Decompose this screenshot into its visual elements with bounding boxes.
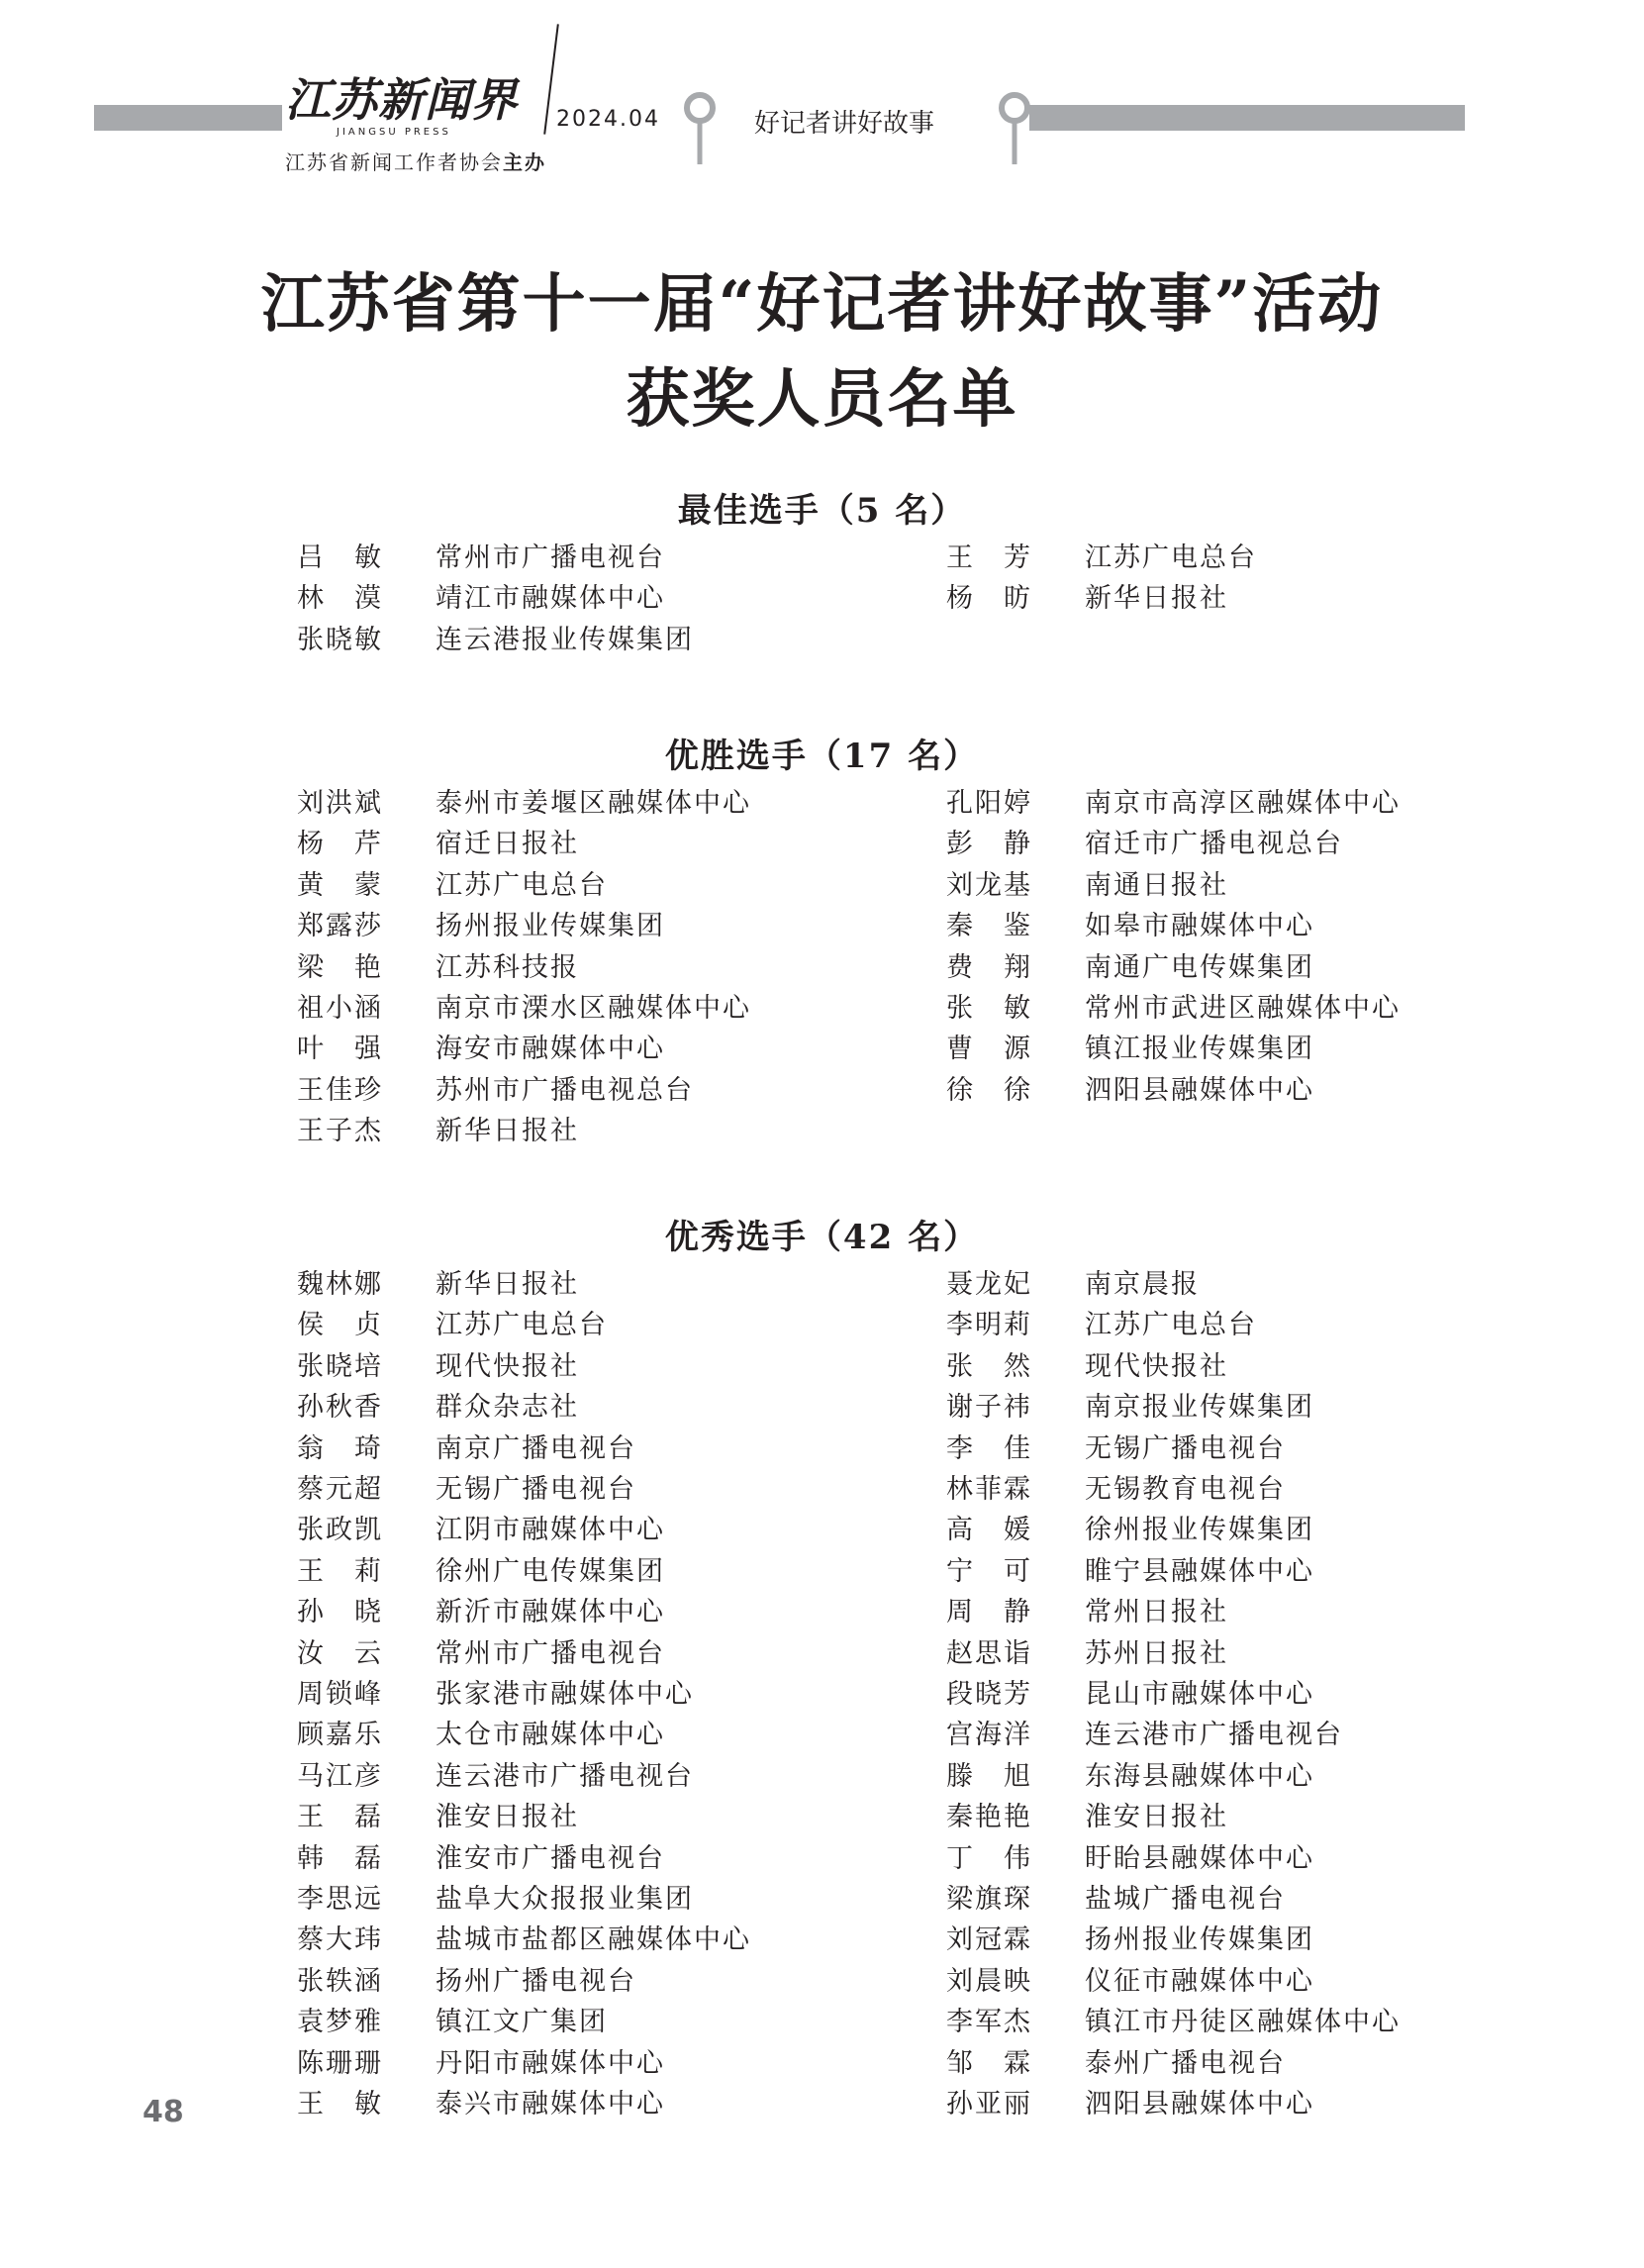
list-row xyxy=(0,579,1644,619)
list-row xyxy=(0,1798,1644,1837)
awardee-name: 魏林娜 xyxy=(297,1269,383,1300)
list-row xyxy=(0,1030,1644,1069)
section-heading: 最佳选手（5 名） xyxy=(677,491,967,531)
awardee-organization: 群众杂志社 xyxy=(435,1392,579,1424)
awardee-organization: 南京报业传媒集团 xyxy=(1085,1392,1314,1424)
list-row xyxy=(0,2044,1644,2084)
awardee-organization: 淮安市广播电视台 xyxy=(435,1842,665,1874)
awardee-organization: 扬州广播电视台 xyxy=(435,1965,636,1997)
awardee-name: 丁 伟 xyxy=(946,1842,1032,1874)
awardee-organization: 新华日报社 xyxy=(435,1269,579,1300)
awardee-name: 林 漠 xyxy=(297,583,383,615)
awardee-name: 祖小涵 xyxy=(297,993,383,1024)
awardee-name: 秦艳艳 xyxy=(946,1802,1032,1833)
awardee-organization: 南京广播电视台 xyxy=(435,1432,636,1464)
awardee-name: 侯 贞 xyxy=(297,1310,383,1341)
magazine-logo: 江苏新闻界 xyxy=(285,73,518,127)
list-row xyxy=(0,1757,1644,1797)
awardee-name: 王子杰 xyxy=(297,1116,383,1147)
list-row xyxy=(0,1716,1644,1755)
awardee-name: 张 然 xyxy=(946,1350,1032,1382)
list-row xyxy=(0,1880,1644,1920)
list-row xyxy=(0,1306,1644,1345)
list-row xyxy=(0,1593,1644,1632)
awardee-organization: 泰州市姜堰区融媒体中心 xyxy=(435,788,751,819)
page-number: 48 xyxy=(143,2095,184,2129)
awardee-name: 梁旗琛 xyxy=(946,1884,1032,1915)
awardee-name: 邹 霖 xyxy=(946,2047,1032,2079)
awardee-organization: 徐州报业传媒集团 xyxy=(1085,1515,1314,1546)
list-row xyxy=(0,1552,1644,1592)
awardee-organization: 新沂市融媒体中心 xyxy=(435,1597,665,1628)
awardee-name: 李明莉 xyxy=(946,1310,1032,1341)
list-row xyxy=(0,2003,1644,2042)
list-row xyxy=(0,1634,1644,1674)
awardee-name: 王 芳 xyxy=(946,542,1032,573)
awardee-organization: 昆山市融媒体中心 xyxy=(1085,1679,1314,1710)
awardee-organization: 常州市武进区融媒体中心 xyxy=(1085,993,1401,1024)
list-row xyxy=(0,1347,1644,1387)
awardee-name: 费 翔 xyxy=(946,951,1032,983)
awardee-organization: 睢宁县融媒体中心 xyxy=(1085,1555,1314,1587)
header-bar-right xyxy=(1029,105,1465,131)
awardee-name: 马江彦 xyxy=(297,1760,383,1792)
awardee-name: 滕 旭 xyxy=(946,1760,1032,1792)
awardee-organization: 张家港市融媒体中心 xyxy=(435,1679,694,1710)
awardee-organization: 南通广电传媒集团 xyxy=(1085,951,1314,983)
awardee-name: 孙秋香 xyxy=(297,1392,383,1424)
awardee-name: 徐 徐 xyxy=(946,1074,1032,1106)
awardee-organization: 盐阜大众报报业集团 xyxy=(435,1884,694,1915)
list-row xyxy=(0,1921,1644,1960)
map-pin-icon xyxy=(998,91,1031,166)
awardee-organization: 无锡广播电视台 xyxy=(435,1474,636,1505)
awardee-organization: 常州市广播电视台 xyxy=(435,542,665,573)
awardee-organization: 镇江市丹徒区融媒体中心 xyxy=(1085,2007,1401,2038)
awardee-organization: 新华日报社 xyxy=(435,1116,579,1147)
awardee-name: 杨 芹 xyxy=(297,829,383,860)
list-row xyxy=(0,1265,1644,1305)
awardee-organization: 徐州广电传媒集团 xyxy=(435,1555,665,1587)
awardee-name: 张晓敏 xyxy=(297,624,383,655)
awardee-organization: 宿迁市广播电视总台 xyxy=(1085,829,1343,860)
page-title-line1: 江苏省第十一届“好记者讲好故事”活动 xyxy=(260,267,1384,342)
awardee-name: 宁 可 xyxy=(946,1555,1032,1587)
list-row xyxy=(0,1112,1644,1151)
issue-date: 2024.04 xyxy=(556,107,660,132)
awardee-organization: 苏州市广播电视总台 xyxy=(435,1074,694,1106)
awardee-name: 张晓培 xyxy=(297,1350,383,1382)
list-row xyxy=(0,1071,1644,1111)
awardee-organization: 新华日报社 xyxy=(1085,583,1228,615)
awardee-organization: 江苏科技报 xyxy=(435,951,579,983)
awardee-organization: 扬州报业传媒集团 xyxy=(1085,1924,1314,1956)
awardee-organization: 无锡广播电视台 xyxy=(1085,1432,1286,1464)
awardee-organization: 江苏广电总台 xyxy=(435,1310,608,1341)
awardee-organization: 盐城市盐都区融媒体中心 xyxy=(435,1924,751,1956)
awardee-name: 袁梦雅 xyxy=(297,2007,383,2038)
awardee-organization: 仪征市融媒体中心 xyxy=(1085,1965,1314,1997)
awardee-organization: 苏州日报社 xyxy=(1085,1637,1228,1669)
list-row xyxy=(0,1675,1644,1715)
awardee-name: 汝 云 xyxy=(297,1637,383,1669)
awardee-organization: 宿迁日报社 xyxy=(435,829,579,860)
awardee-name: 段晓芳 xyxy=(946,1679,1032,1710)
awardee-name: 刘洪斌 xyxy=(297,788,383,819)
awardee-name: 蔡大玮 xyxy=(297,1924,383,1956)
awardee-organization: 泰州广播电视台 xyxy=(1085,2047,1286,2079)
awardee-organization: 太仓市融媒体中心 xyxy=(435,1720,665,1751)
list-row xyxy=(0,2085,1644,2124)
awardee-name: 陈珊珊 xyxy=(297,2047,383,2079)
awardee-name: 刘冠霖 xyxy=(946,1924,1032,1956)
awardee-organization: 扬州报业传媒集团 xyxy=(435,911,665,942)
awardee-organization: 常州日报社 xyxy=(1085,1597,1228,1628)
awardee-organization: 泗阳县融媒体中心 xyxy=(1085,1074,1314,1106)
awardee-name: 李 佳 xyxy=(946,1432,1032,1464)
awardee-name: 吕 敏 xyxy=(297,542,383,573)
awardee-name: 刘龙基 xyxy=(946,869,1032,901)
list-row xyxy=(0,784,1644,824)
awardee-organization: 江苏广电总台 xyxy=(1085,1310,1257,1341)
awardee-name: 孔阳婷 xyxy=(946,788,1032,819)
awardee-organization: 镇江文广集团 xyxy=(435,2007,608,2038)
awardee-organization: 泰兴市融媒体中心 xyxy=(435,2089,665,2120)
awardee-organization: 南京市高淳区融媒体中心 xyxy=(1085,788,1401,819)
list-row xyxy=(0,1962,1644,2002)
awardee-name: 谢子祎 xyxy=(946,1392,1032,1424)
header-bar-left xyxy=(94,105,282,131)
awardee-organization: 海安市融媒体中心 xyxy=(435,1034,665,1065)
awardee-organization: 如皋市融媒体中心 xyxy=(1085,911,1314,942)
awardee-name: 秦 鉴 xyxy=(946,911,1032,942)
list-row xyxy=(0,989,1644,1029)
list-row xyxy=(0,1470,1644,1510)
awardee-name: 聂龙妃 xyxy=(946,1269,1032,1300)
awardee-organization: 靖江市融媒体中心 xyxy=(435,583,665,615)
awardee-name: 曹 源 xyxy=(946,1034,1032,1065)
list-row xyxy=(0,1839,1644,1879)
awardee-name: 王 磊 xyxy=(297,1802,383,1833)
awardee-organization: 江苏广电总台 xyxy=(435,869,608,901)
awardee-name: 张轶涵 xyxy=(297,1965,383,1997)
awardee-organization: 现代快报社 xyxy=(1085,1350,1228,1382)
awardee-name: 林菲霖 xyxy=(946,1474,1032,1505)
awardee-organization: 常州市广播电视台 xyxy=(435,1637,665,1669)
awardee-organization: 泗阳县融媒体中心 xyxy=(1085,2089,1314,2120)
sponsor-role: 主办 xyxy=(503,150,546,174)
awardee-name: 孙 晓 xyxy=(297,1597,383,1628)
list-row xyxy=(0,907,1644,946)
list-row xyxy=(0,825,1644,864)
page-title-line2: 获奖人员名单 xyxy=(626,362,1018,437)
awardee-name: 周 静 xyxy=(946,1597,1032,1628)
awardee-name: 李军杰 xyxy=(946,2007,1032,2038)
awardee-name: 李思远 xyxy=(297,1884,383,1915)
awardee-name: 张 敏 xyxy=(946,993,1032,1024)
awardee-name: 周锁峰 xyxy=(297,1679,383,1710)
awardee-organization: 南京晨报 xyxy=(1085,1269,1200,1300)
awardee-name: 杨 昉 xyxy=(946,583,1032,615)
awardee-organization: 连云港报业传媒集团 xyxy=(435,624,694,655)
column-name: 好记者讲好故事 xyxy=(754,109,935,139)
awardee-name: 翁 琦 xyxy=(297,1432,383,1464)
awardee-name: 黄 蒙 xyxy=(297,869,383,901)
awardee-organization: 丹阳市融媒体中心 xyxy=(435,2047,665,2079)
awardee-name: 韩 磊 xyxy=(297,1842,383,1874)
awardee-organization: 淮安日报社 xyxy=(435,1802,579,1833)
list-row xyxy=(0,621,1644,660)
awardee-organization: 盐城广播电视台 xyxy=(1085,1884,1286,1915)
awardee-organization: 东海县融媒体中心 xyxy=(1085,1760,1314,1792)
awardee-organization: 无锡教育电视台 xyxy=(1085,1474,1286,1505)
awardee-name: 宫海洋 xyxy=(946,1720,1032,1751)
awardee-organization: 江苏广电总台 xyxy=(1085,542,1257,573)
awardee-name: 王佳珍 xyxy=(297,1074,383,1106)
awardee-organization: 镇江报业传媒集团 xyxy=(1085,1034,1314,1065)
awardee-name: 梁 艳 xyxy=(297,951,383,983)
awardee-name: 高 媛 xyxy=(946,1515,1032,1546)
section-heading: 优胜选手（17 名） xyxy=(664,737,980,776)
list-row xyxy=(0,866,1644,906)
list-row xyxy=(0,1511,1644,1550)
awardee-organization: 连云港市广播电视台 xyxy=(1085,1720,1343,1751)
sponsor-line xyxy=(285,147,546,175)
section-heading: 优秀选手（42 名） xyxy=(664,1218,980,1257)
list-row xyxy=(0,539,1644,578)
awardee-name: 彭 静 xyxy=(946,829,1032,860)
list-row xyxy=(0,1388,1644,1428)
awardee-name: 王 敏 xyxy=(297,2089,383,2120)
awardee-name: 叶 强 xyxy=(297,1034,383,1065)
list-row xyxy=(0,948,1644,988)
map-pin-icon xyxy=(683,91,717,166)
awardee-organization: 南京市溧水区融媒体中心 xyxy=(435,993,751,1024)
awardee-name: 孙亚丽 xyxy=(946,2089,1032,2120)
awardee-name: 蔡元超 xyxy=(297,1474,383,1505)
awardee-name: 郑露莎 xyxy=(297,911,383,942)
list-row xyxy=(0,1430,1644,1469)
awardee-organization: 连云港市广播电视台 xyxy=(435,1760,694,1792)
awardee-organization: 现代快报社 xyxy=(435,1350,579,1382)
awardee-name: 顾嘉乐 xyxy=(297,1720,383,1751)
awardee-name: 张政凯 xyxy=(297,1515,383,1546)
awardee-name: 刘晨映 xyxy=(946,1965,1032,1997)
awardee-organization: 盱眙县融媒体中心 xyxy=(1085,1842,1314,1874)
awardee-name: 赵思诣 xyxy=(946,1637,1032,1669)
sponsor-name: 江苏省新闻工作者协会 xyxy=(285,150,503,174)
magazine-pinyin: JIANGSU PRESS xyxy=(337,127,451,138)
awardee-organization: 江阴市融媒体中心 xyxy=(435,1515,665,1546)
awardee-organization: 淮安日报社 xyxy=(1085,1802,1228,1833)
awardee-organization: 南通日报社 xyxy=(1085,869,1228,901)
awardee-name: 王 莉 xyxy=(297,1555,383,1587)
